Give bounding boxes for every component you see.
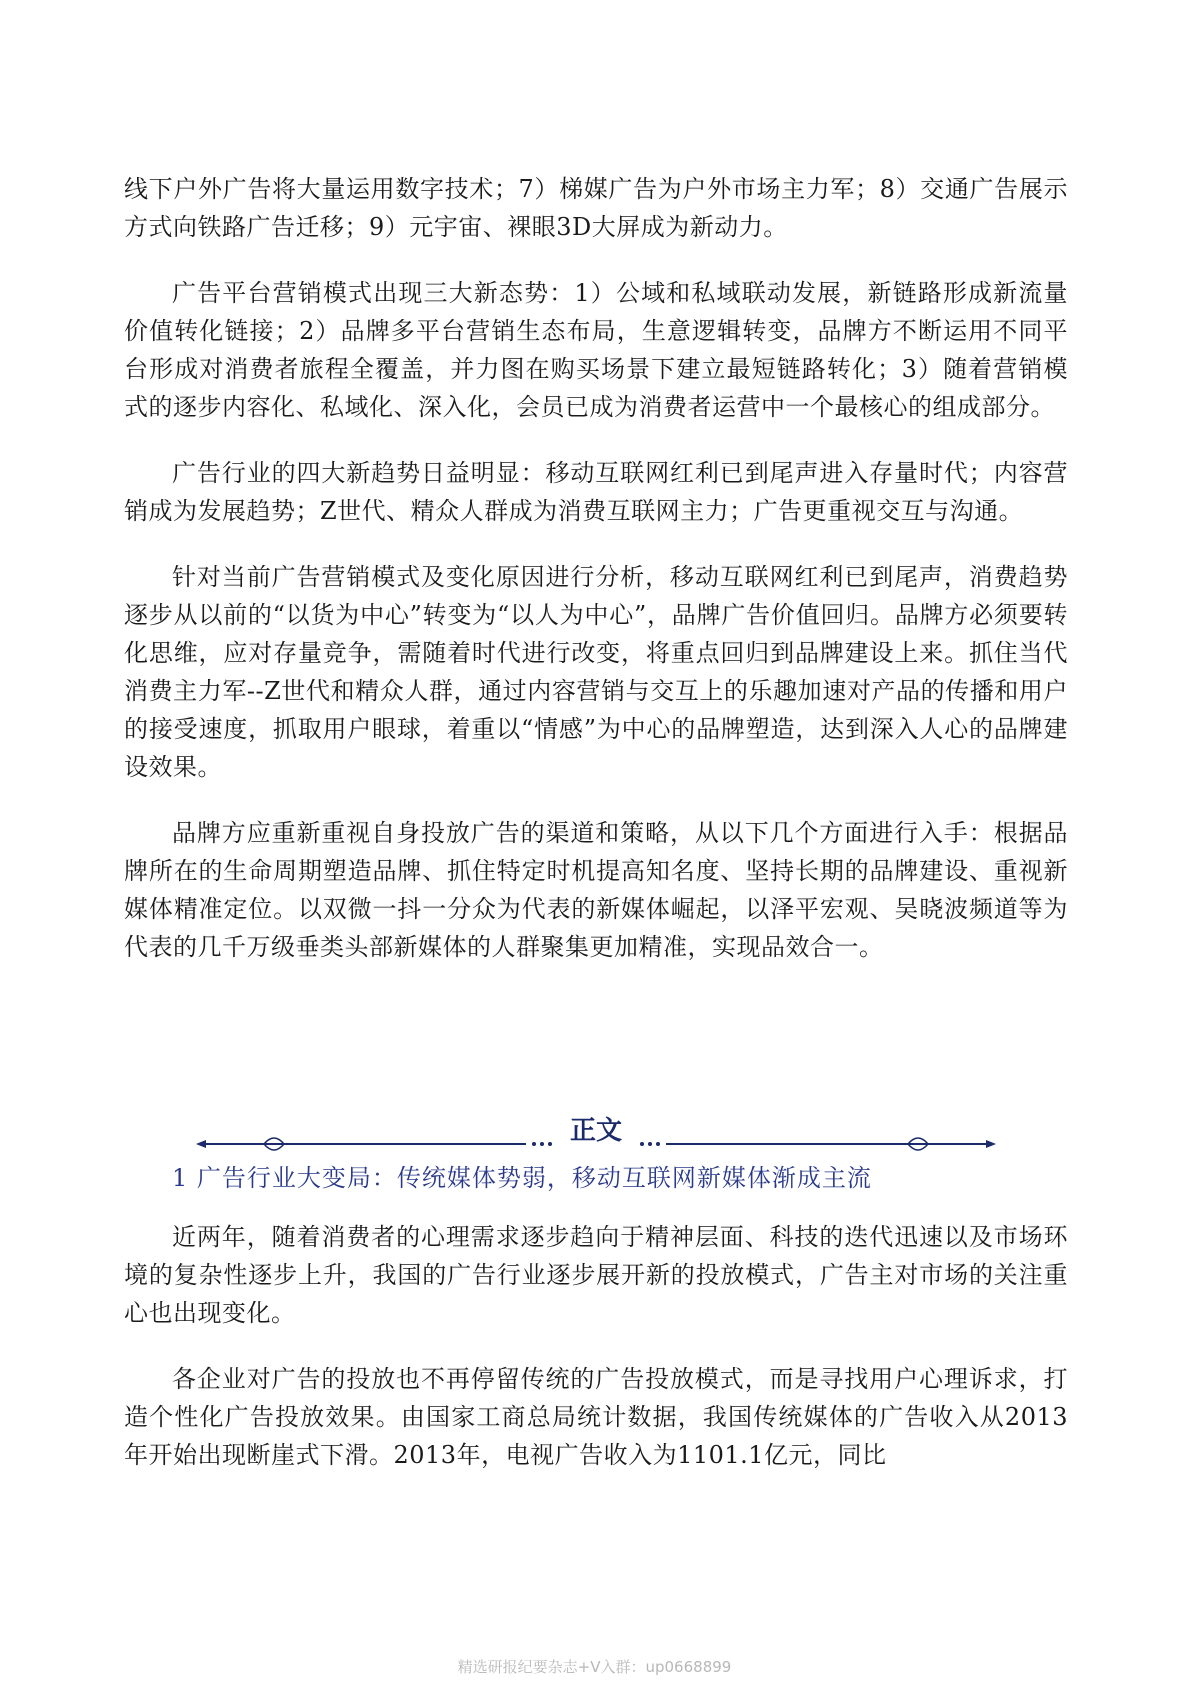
paragraph-four-trends: 广告行业的四大新趋势日益明显：移动互联网红利已到尾声进入存量时代；内容营销成为发展趋势；Z世代、精众人群成为消费互联网主力；广告更重视交互与沟通。 <box>124 459 1068 525</box>
body-text-bottom <box>124 1218 1068 1474</box>
paragraph-traditional-media: 各企业对广告的投放也不再停留传统的广告投放模式，而是寻找用户心理诉求，打造个性化广告投放效果。由国家工商总局统计数据，我国传统媒体的广告收入从2013年开始出现断崖式下滑。2013年，电视广告收入为1101.1亿元，同比 <box>124 1365 1068 1469</box>
paragraph-analysis: 针对当前广告营销模式及变化原因进行分析，移动互联网红利已到尾声，消费趋势逐步从以前的“以货为中心”转变为“以人为中心”，品牌广告价值回归。品牌方必须要转化思维，应对存量竞争，需随着时代进行改变，将重点回归到品牌建设上来。抓住当代消费主力军--Z世代和精众人群，通过内容营销与交互上的乐趣加速对产品的传播和用户的接受速度，抓取用户眼球，着重以“情感”为中心的品牌塑造，达到深入人心的品牌建设效果。 <box>124 563 1068 781</box>
body-text-top <box>124 170 1068 966</box>
footer-watermark: 精选研报纪要杂志+V入群：up0668899 <box>457 1658 732 1676</box>
paragraph-platform-marketing: 广告平台营销模式出现三大新态势：1）公域和私域联动发展，新链路形成新流量价值转化链接；2）品牌多平台营销生态布局，生意逻辑转变，品牌方不断运用不同平台形成对消费者旅程全覆盖，并力图在购买场景下建立最短链路转化；3）随着营销模式的逐步内容化、私域化、深入化，会员已成为消费者运营中一个最核心的组成部分。 <box>124 279 1068 421</box>
paragraph-brand-strategy: 品牌方应重新重视自身投放广告的渠道和策略，从以下几个方面进行入手：根据品牌所在的生命周期塑造品牌、抓住特定时机提高知名度、坚持长期的品牌建设、重视新媒体精准定位。以双微一抖一分众为代表的新媒体崛起，以泽平宏观、吴晓波频道等为代表的几千万级垂类头部新媒体的人群聚集更加精准，实现品效合一。 <box>124 819 1068 961</box>
ornament-line-icon <box>196 1130 996 1158</box>
paragraph-industry-change: 近两年，随着消费者的心理需求逐步趋向于精神层面、科技的迭代迅速以及市场环境的复杂性逐步上升，我国的广告行业逐步展开新的投放模式，广告主对市场的关注重心也出现变化。 <box>124 1223 1068 1327</box>
section-heading: 1 广告行业大变局：传统媒体势弱，移动互联网新媒体渐成主流 <box>172 1164 872 1192</box>
divider-title: 正文 <box>569 1116 622 1146</box>
section-divider <box>196 1110 996 1158</box>
paragraph-continuation: 线下户外广告将大量运用数字技术；7）梯媒广告为户外市场主力军；8）交通广告展示方式向铁路广告迁移；9）元宇宙、裸眼3D大屏成为新动力。 <box>124 175 1068 241</box>
